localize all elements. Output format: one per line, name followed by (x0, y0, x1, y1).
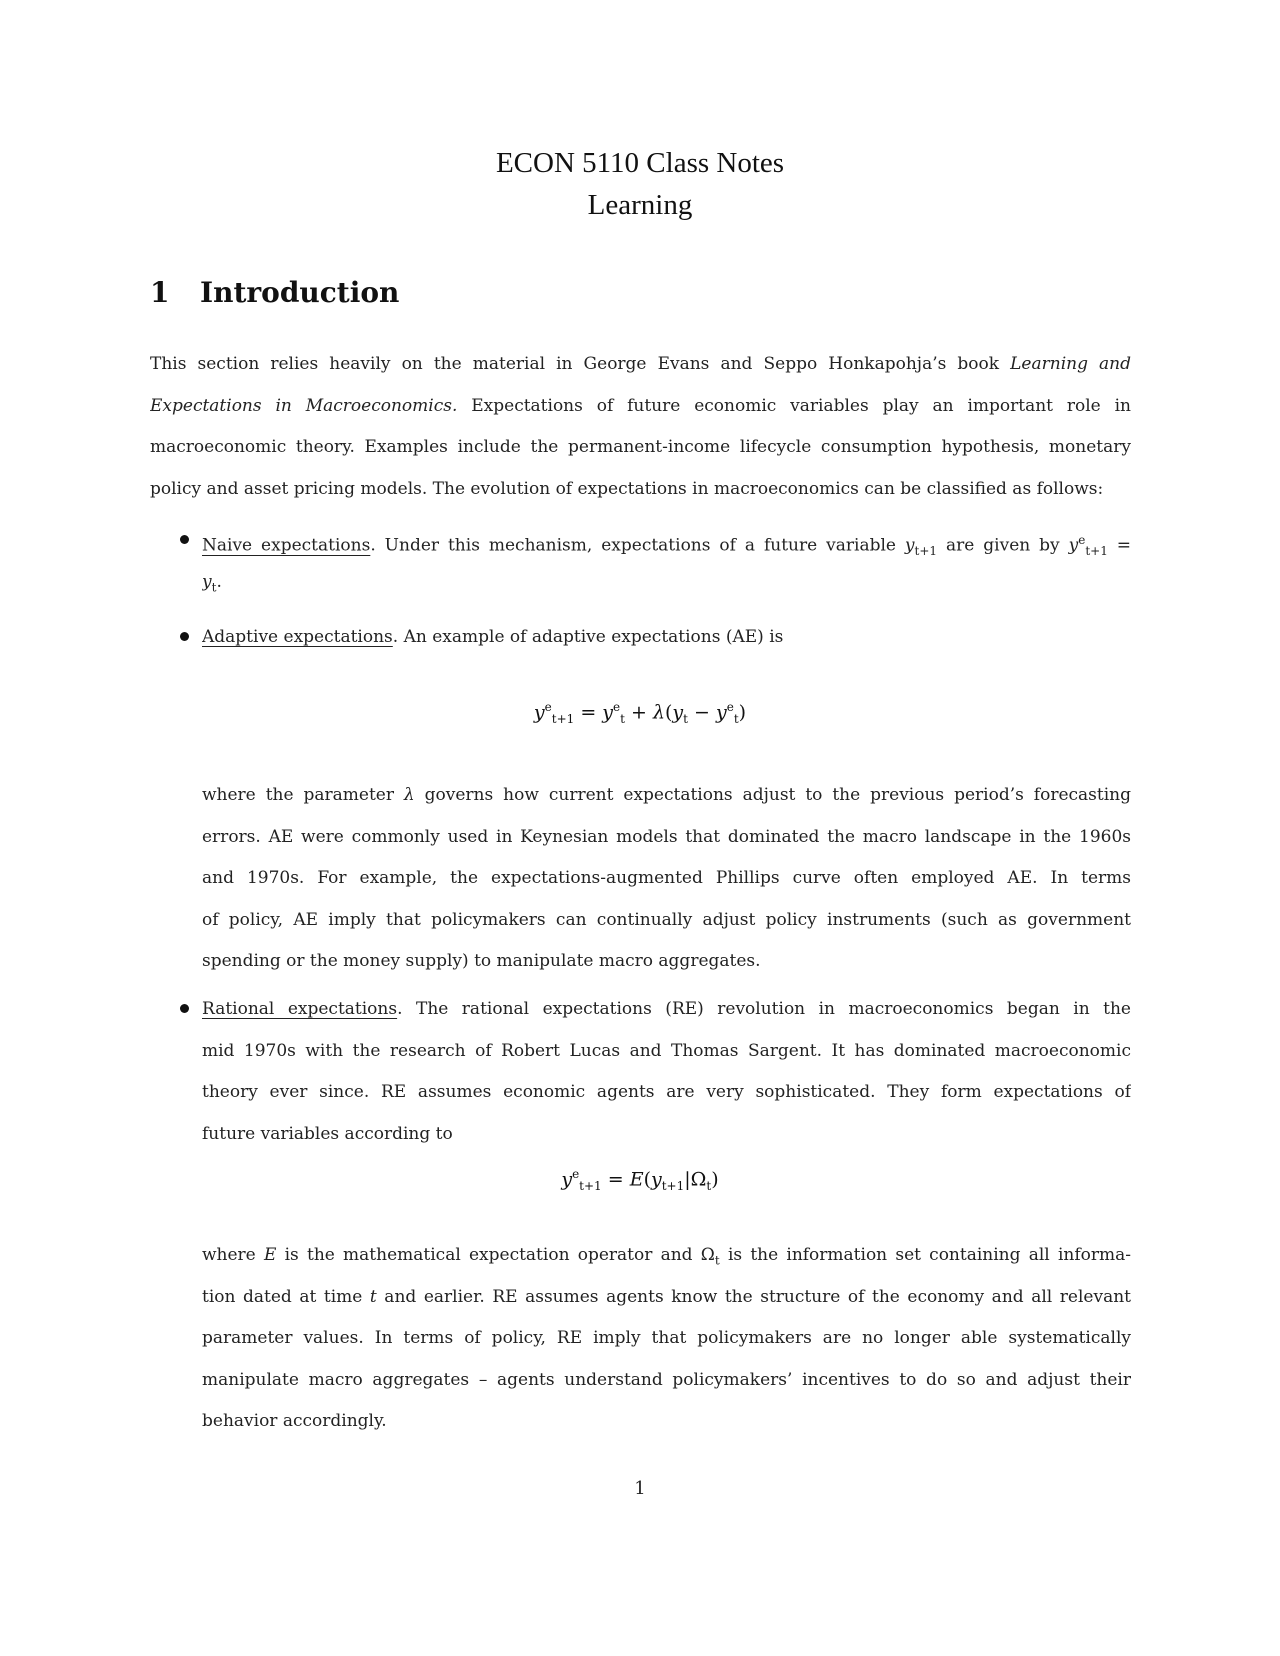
naive-line-2: $y_t$. (202, 571, 222, 594)
bullet-rational (180, 1004, 189, 1013)
rational-p-line-4: manipulate macro aggregates – agents understand policymakers’ incentives to do so and adjust their (202, 1369, 1131, 1390)
bullet-adaptive (180, 632, 189, 641)
intro-line-3: macroeconomic theory. Examples include the permanent-income lifecycle consumption hypothesis, monetary (150, 437, 1131, 457)
rational-line-1: Rational expectations. The rational expectations (RE) revolution in macroeconomics began in the (202, 999, 1131, 1019)
adaptive-explanation (202, 775, 1131, 983)
adaptive-term: Adaptive expectations (202, 627, 393, 647)
intro-line-4: policy and asset pricing models. The evolution of expectations in macroeconomics can be classified as follows: (150, 478, 1104, 499)
rational-term: Rational expectations (202, 999, 398, 1019)
section-heading (150, 276, 399, 309)
adaptive-line-1: Adaptive expectations. An example of adaptive expectations (AE) is (202, 627, 784, 647)
title-line-course: ECON 5110 Class Notes (495, 147, 785, 179)
intro-line-2: Expectations in Macroeconomics. Expectations of future economic variables play an important role in (150, 395, 1131, 416)
naive-term: Naive expectations (202, 535, 371, 556)
rational-p-line-2: tion dated at time t and earlier. RE assumes agents know the structure of the economy and all relevant (202, 1286, 1131, 1307)
rational-p-line-3: parameter values. In terms of policy, RE imply that policymakers are no longer able systematically (202, 1328, 1131, 1348)
document-title (0, 142, 1280, 226)
rational-line-3: theory ever since. RE assumes economic agents are very sophisticated. They form expectations of (202, 1082, 1131, 1102)
rational-explanation (202, 1235, 1131, 1443)
adaptive-p-line-3: and 1970s. For example, the expectations-augmented Phillips curve often employed AE. In terms (202, 868, 1131, 888)
rational-line-2: mid 1970s with the research of Robert Lucas and Thomas Sargent. It has dominated macroeconomic (202, 1040, 1131, 1061)
rational-p-line-1: where E is the mathematical expectation operator and $\Omega_t$ is the information set containing all informa- (202, 1245, 1131, 1268)
rational-p-line-5: behavior accordingly. (202, 1411, 387, 1431)
adaptive-expectations-item (202, 617, 1131, 659)
intro-line-1: This section relies heavily on the material in George Evans and Seppo Honkapohja’s book Learning and (150, 354, 1131, 374)
title-line-topic: Learning (587, 189, 693, 221)
adaptive-p-line-1: where the parameter λ governs how current expectations adjust to the previous period’s forecasting (202, 785, 1131, 805)
naive-line-1: Naive expectations. Under this mechanism, expectations of a future variable $y_{t+1}$ are given by $y^e_{t+1}$ = (202, 533, 1131, 559)
bullet-naive (180, 535, 189, 544)
adaptive-p-line-4: of policy, AE imply that policymakers can continually adjust policy instruments (such as government (202, 909, 1131, 930)
rational-expectations-item (202, 989, 1131, 1155)
adaptive-p-line-5: spending or the money supply) to manipulate macro aggregates. (202, 951, 761, 971)
adaptive-equation: $y^e_{t+1} = y^e_t + \lambda(y_t - y^e_t)$ (533, 700, 747, 727)
section-number: 1 (150, 276, 170, 309)
rational-equation: $y^e_{t+1} = E(y_{t+1}|\Omega_t)$ (561, 1167, 719, 1194)
section-title: Introduction (200, 276, 400, 309)
intro-paragraph (150, 344, 1131, 510)
adaptive-p-line-2: errors. AE were commonly used in Keynesian models that dominated the macro landscape in the 1960s (202, 826, 1131, 847)
naive-expectations-item (202, 520, 1131, 603)
rational-line-4: future variables according to (202, 1123, 453, 1144)
page-number: 1 (634, 1478, 646, 1499)
